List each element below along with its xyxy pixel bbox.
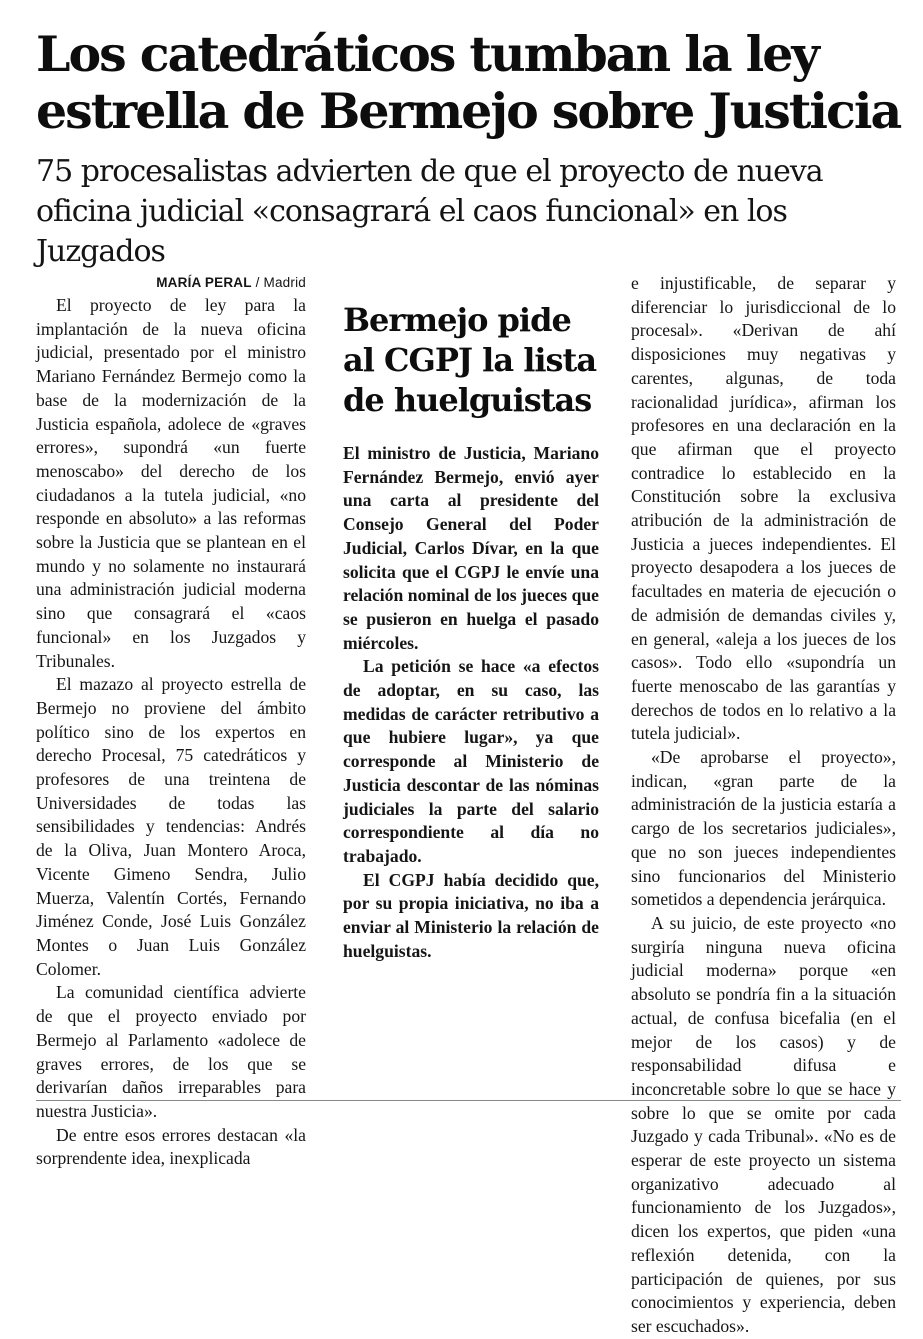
body-paragraph: «De aprobarse el proyecto», indican, «gran parte de la administración de la justicia estaría a cargo de los secretarios judiciales», que no son jueces independientes sino funcionarios del Ministerio sometidos a dependencia jerárquica. (631, 747, 896, 910)
body-paragraph: La comunidad científica advierte de que el proyecto enviado por Bermejo al Parlamento «adolece de graves errores, de los que se derivarían daños irreparables para nuestra Justicia». (36, 982, 306, 1121)
column-2 (335, 272, 605, 963)
body-paragraph: De entre esos errores destacan «la sorprendente idea, inexplicada (36, 1124, 306, 1169)
byline-author: MARÍA PERAL (156, 275, 252, 290)
sidebar-paragraph: El CGPJ había decidido que, por su propia iniciativa, no iba a enviar al Ministerio la relación de huelguistas. (343, 869, 599, 961)
body-paragraph: El mazazo al proyecto estrella de Bermejo no proviene del ámbito político sino de los expertos en derecho Procesal, 75 catedráticos y profesores de una treintena de Universidades de todas las sensibilidades y tendencias: Andrés de la Oliva, Juan Montero Aroca, Vicente Gimeno Sendra, Julio Muerza, Valentín Cortés, Fernando Jiménez Conde, José Luis González Montes o Juan Luis González Colomer. (36, 674, 306, 979)
body-paragraph: A su juicio, de este proyecto «no surgiría ninguna nueva oficina judicial moderna» porque «en absoluto se pondría fin a la situación actual, de confusa bicefalia (en el mejor de los casos) y de responsabilidad difusa e inconcretable sobre lo que se hace y sobre lo que se omite por cada Juzgado y cada Tribunal». «No es de esperar de este proyecto un sistema organizativo adecuado al funcionamiento de los Juzgados», dicen los expertos, que piden «una reflexión detenida, con la participación de quienes, por sus conocimientos y experiencia, deben ser escuchados». (631, 912, 896, 1336)
sidebar-box (335, 300, 605, 963)
sidebar-headline: Bermejo pide al CGPJ la lista de huelguistas (343, 301, 597, 419)
bottom-rule (36, 1100, 901, 1101)
byline (36, 272, 306, 294)
byline-location: / Madrid (251, 275, 306, 290)
column-3 (631, 272, 896, 1339)
headline: Los catedráticos tumban la ley estrella de Bermejo sobre Justicia (36, 25, 901, 140)
column-1 (36, 272, 306, 1171)
sidebar-paragraph: La petición se hace «a efectos de adoptar, en su caso, las medidas de carácter retributivo a que hubiere lugar», ya que corresponde al Ministerio de Justicia descontar de las nóminas judiciales la parte del salario correspondiente al día no trabajado. (343, 656, 599, 866)
body-paragraph: El proyecto de ley para la implantación de la nueva oficina judicial, presentado por el ministro Mariano Fernández Bermejo como la base de la modernización de la Justicia española, adolece de «graves errores», supondrá «un fuerte menoscabo» del derecho de los ciudadanos a la tutela judicial, «no responde en absoluto» a las reformas sobre la Justicia que se plantean en el mundo y no solamente no instaurará una administración judicial moderna sino que consagrará el «caos funcional» en los Juzgados y Tribunales. (36, 295, 306, 671)
body-paragraph: e injustificable, de separar y diferenciar lo jurisdiccional de lo procesal». «Derivan de ahí disposiciones muy negativas y carentes, algunas, de toda racionalidad jurídica», afirman los profesores en una declaración en la que afirman que el proyecto contradice lo establecido en la Constitución sobre la exclusiva atribución de la administración de Justicia a jueces independientes. El proyecto desapodera a los jueces de facultades en materia de ejecución o de admisión de demandas civiles y, en general, «aleja a los jueces de los casos». Todo ello «supondría un fuerte menoscabo de las garantías y derechos de todos en lo relativo a la tutela judicial». (631, 273, 896, 744)
subheadline: 75 procesalistas advierten de que el proyecto de nueva oficina judicial «consagrará el caos funcional» en los Juzgados (36, 154, 823, 269)
sidebar-text (335, 442, 605, 963)
sidebar-paragraph: El ministro de Justicia, Mariano Fernández Bermejo, envió ayer una carta al presidente del Consejo General del Poder Judicial, Carlos Dívar, en la que solicita que el CGPJ le envíe una relación nominal de los jueces que se pusieron en huelga el pasado miércoles. (343, 443, 599, 653)
